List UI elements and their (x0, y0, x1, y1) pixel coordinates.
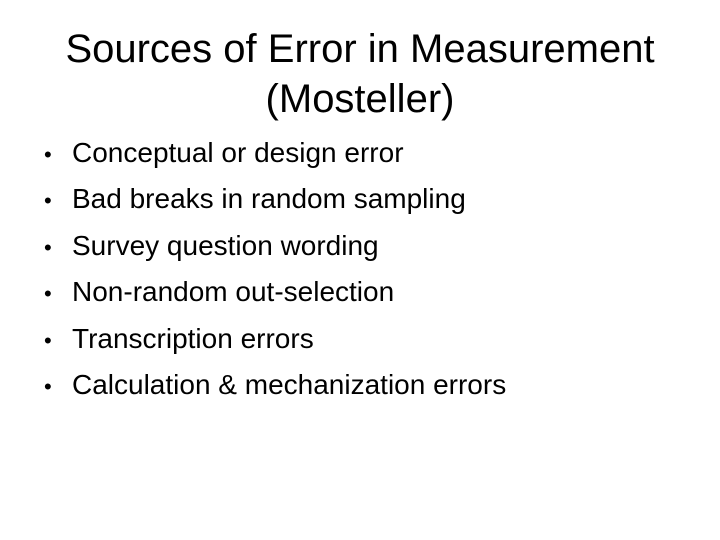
bullet-icon: • (44, 234, 52, 260)
bullet-icon: • (44, 281, 52, 307)
bullet-text: Transcription errors (72, 322, 314, 354)
slide-title (36, 24, 684, 124)
bullet-list (44, 130, 684, 408)
bullet-text: Bad breaks in random sampling (72, 183, 466, 215)
bullet-icon: • (44, 373, 52, 399)
bullet-item-conceptual (44, 130, 684, 176)
bullet-icon: • (44, 188, 52, 214)
bullet-text: Calculation & mechanization errors (72, 368, 507, 400)
bullet-item-out-selection (44, 269, 684, 315)
bullet-text: Non-random out-selection (72, 276, 395, 308)
bullet-text: Conceptual or design error (72, 137, 404, 168)
bullet-text: Survey question wording (72, 229, 379, 261)
bullet-item-calculation (44, 362, 684, 408)
bullet-item-wording (44, 223, 684, 269)
slide-title-line-1: Sources of Error in Measurement (65, 27, 655, 71)
bullet-icon: • (44, 142, 52, 167)
bullet-item-transcription (44, 316, 684, 362)
bullet-icon: • (44, 327, 52, 353)
slide-title-line-2: (Mosteller) (265, 77, 455, 121)
bullet-item-sampling (44, 176, 684, 222)
